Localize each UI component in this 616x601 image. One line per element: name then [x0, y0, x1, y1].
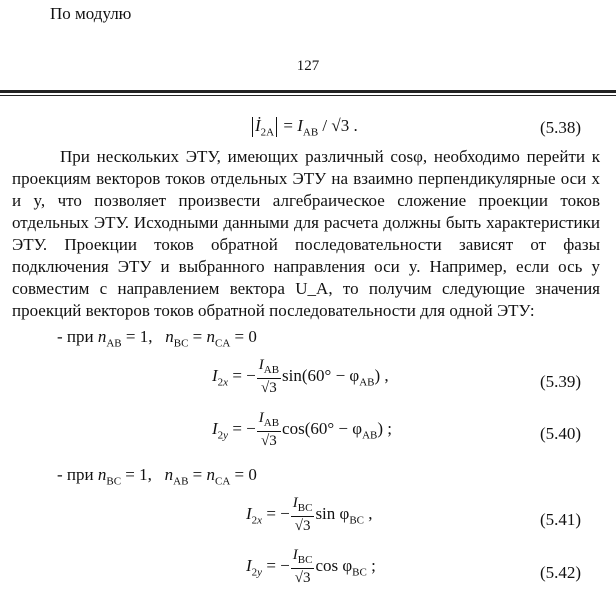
equation-5-41: $I_{2x}$ = − $\frac{I_{BC}}{√3}$ $\sin \varphi_{BC}$ ,	[246, 495, 373, 534]
header-rule-thick	[0, 90, 616, 93]
equation-number-5-39: (5.39)	[540, 372, 582, 391]
equation-number-5-41: (5.41)	[540, 510, 582, 529]
equation-5-38: $İ_{2A} = I_{AB} / √3$ .	[250, 116, 358, 138]
equation-5-39: $I_{2x}$ = − $\frac{I_{AB}}{√3}$ $\sin(60^\circ - \varphi_{AB})$ ,	[212, 357, 389, 396]
running-title: По модулю	[50, 4, 132, 23]
condition-case-2: - при $n_{BC} = 1$, $n_{AB} = n_{CA} = 0$	[57, 465, 257, 488]
equation-number-5-42: (5.42)	[540, 563, 582, 582]
condition-case-1: - при $n_{AB} = 1$, $n_{BC} = n_{CA} = 0$	[57, 327, 257, 350]
equation-5-40: $I_{2y}$ = − $\frac{I_{AB}}{√3}$ $\cos(60^\circ - \varphi_{AB})$ ;	[212, 410, 392, 449]
header-rule-thin	[0, 95, 616, 96]
body-paragraph	[12, 146, 600, 322]
equation-5-42: $I_{2y}$ = − $\frac{I_{BC}}{√3}$ $\cos \varphi_{BC}$ ;	[246, 547, 376, 586]
page-number: 127	[296, 58, 320, 74]
equation-number-5-38: (5.38)	[540, 118, 582, 137]
paragraph-text: При нескольких ЭТУ, имеющих различный cosφ, необходимо перейти к проекциям векторов токов отдельных ЭТУ на взаимно перпендикулярные оси x и y, что позволяет произвести алгебраическое сложение проекции токов отдельных ЭТУ. Исходными данными для расчета должны быть характеристики ЭТУ. Проекции токов обратной последовательности зависят от фазы подключения ЭТУ и выбранного направления оси y. Например, если ось y совместим с направлением вектора U_A, то получим следующие значения проекций векторов токов обратной последовательности для одной ЭТУ:	[12, 147, 600, 320]
equation-number-5-40: (5.40)	[540, 424, 582, 443]
